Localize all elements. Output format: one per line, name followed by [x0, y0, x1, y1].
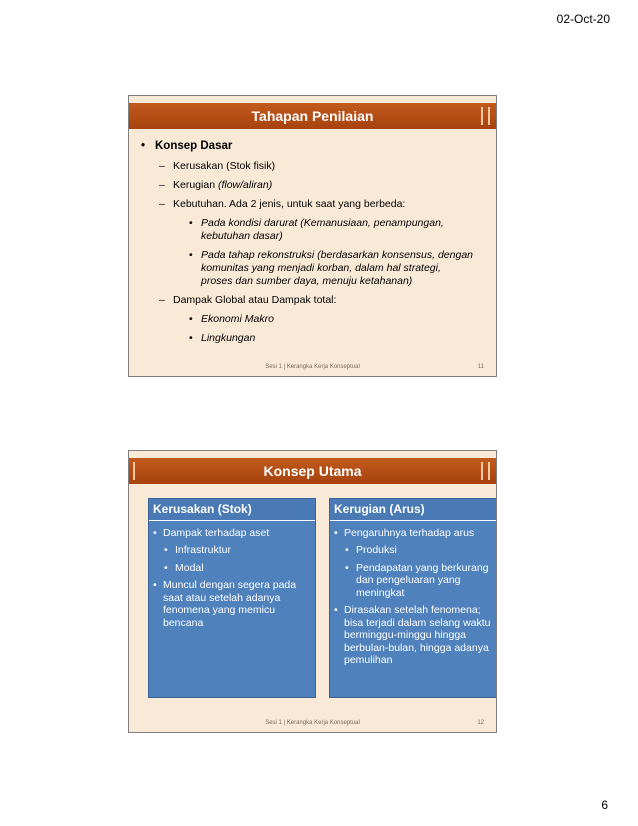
slide-title-bar: [129, 458, 496, 484]
slide-footer: [129, 364, 496, 370]
list-item: – Kebutuhan. Ada 2 jenis, untuk saat yang berbeda:: [139, 198, 486, 211]
title-decoration-icon: [481, 462, 490, 480]
sub-list-item: • Lingkungan: [139, 332, 486, 345]
list-item: – Dampak Global atau Dampak total:: [139, 294, 486, 307]
slide-tahapan-penilaian: [128, 95, 497, 377]
sub-list-item: • Produksi: [334, 544, 492, 557]
footer-text: Sesi 1 | Kerangka Kerja Konseptual: [265, 720, 360, 726]
list-item: • Pengaruhnya terhadap arus: [334, 527, 492, 540]
slide-footer: [129, 720, 496, 726]
page-number: 6: [601, 798, 608, 812]
bullet-heading: • Konsep Dasar: [139, 140, 486, 153]
slide-title-bar: [129, 103, 496, 129]
slide-content: [139, 140, 486, 351]
list-item: • Muncul dengan segera pada saat atau setelah adanya fenomena yang memicu bencana: [153, 579, 311, 629]
list-item-italic: (flow/aliran): [217, 179, 273, 191]
page-date: 02-Oct-20: [556, 12, 610, 26]
list-item: • Dampak terhadap aset: [153, 527, 311, 540]
list-item: – Kerusakan (Stok fisik): [139, 160, 486, 173]
title-decoration-icon: [133, 462, 137, 480]
sub-list-item: • Modal: [153, 562, 311, 575]
list-item: • Dirasakan setelah fenomena; bisa terjadi dalam selang waktu berminggu-minggu hingga berbulan-bulan, hingga adanya pemulihan: [334, 604, 492, 667]
sub-list-item: • Pada tahap rekonstruksi (berdasarkan konsensus, dengan komunitas yang menjadi korban, dalam hal strategi, proses dan sumber daya, menuju ketahanan): [139, 249, 486, 288]
column-heading: Kerugian (Arus): [330, 499, 496, 521]
column-heading: Kerusakan (Stok): [149, 499, 315, 521]
column-kerusakan: [148, 498, 316, 698]
column-body: [330, 521, 496, 667]
column-body: [149, 521, 315, 630]
sub-list-item: • Infrastruktur: [153, 544, 311, 557]
sub-list-item: • Pendapatan yang berkurang dan pengeluaran yang meningkat: [334, 562, 492, 600]
list-item: – Kerugian (flow/aliran): [139, 179, 486, 192]
sub-list-item: • Pada kondisi darurat (Kemanusiaan, penampungan, kebutuhan dasar): [139, 217, 486, 243]
footer-text: Sesi 1 | Kerangka Kerja Konseptual: [265, 364, 360, 370]
slide-konsep-utama: [128, 450, 497, 733]
slide-title: Tahapan Penilaian: [251, 108, 374, 124]
slide-number: 12: [477, 720, 484, 726]
slide-number: 11: [477, 364, 484, 370]
slide-title: Konsep Utama: [263, 463, 362, 479]
column-kerugian: [329, 498, 497, 698]
title-decoration-icon: [481, 107, 490, 125]
sub-list-item: • Ekonomi Makro: [139, 313, 486, 326]
